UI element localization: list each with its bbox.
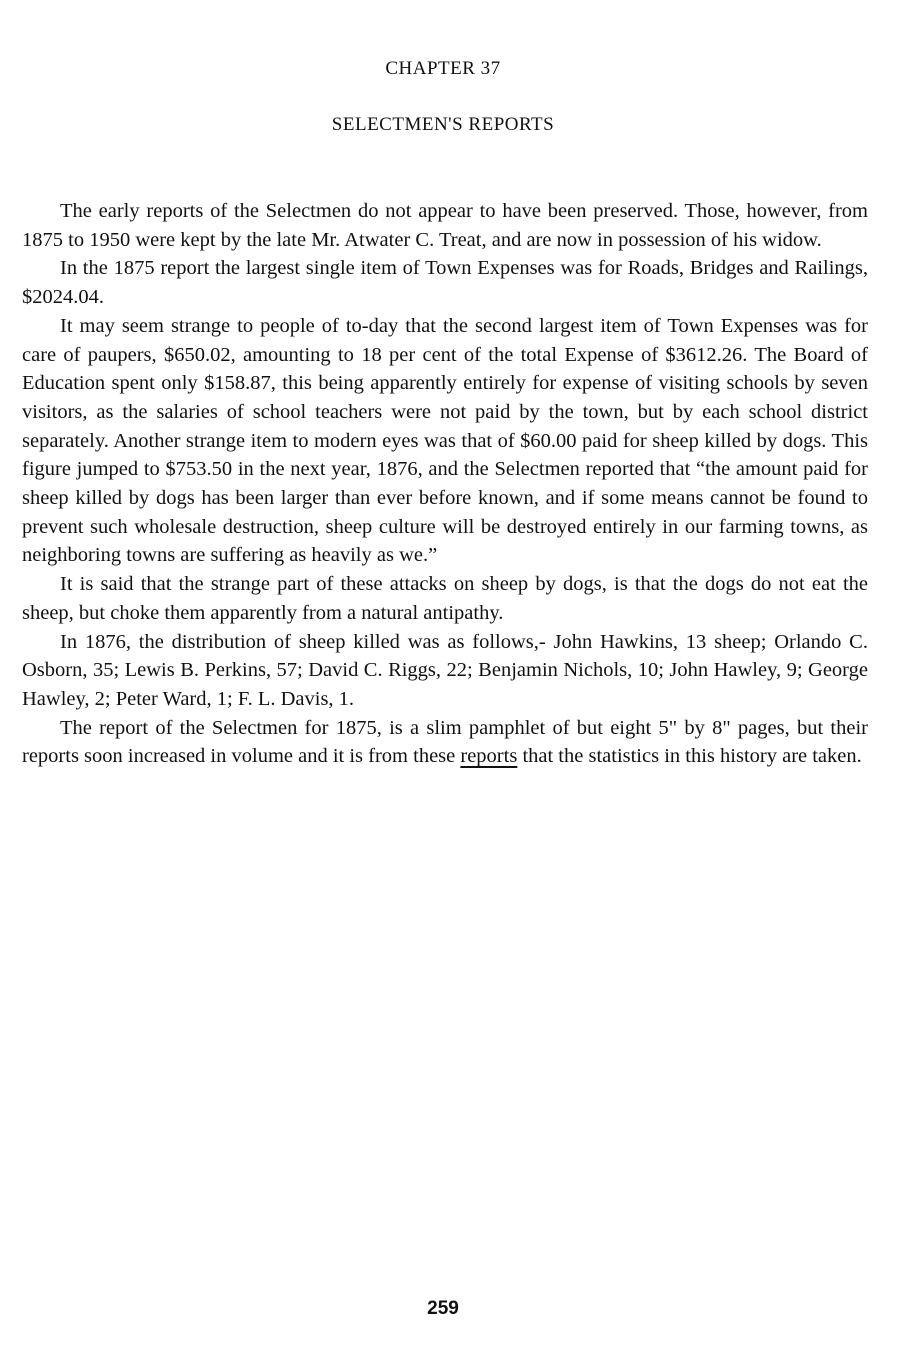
page-number: 259 [427,1298,459,1319]
paragraph-4: It is said that the strange part of these attacks on sheep by dogs, is that the dogs do not eat the sheep, but choke them apparently from a natural antipathy. [22,573,868,624]
paragraph-6-text-after: that the statistics in this history are taken. [517,745,862,768]
chapter-title: SELECTMEN'S REPORTS [331,114,555,135]
underlined-word: reports [460,745,518,768]
paragraph-1: The early reports of the Selectmen do not appear to have been preserved. Those, however, from 1875 to 1950 were kept by the late Mr. Atwater C. Treat, and are now in possession of his widow. [22,200,868,251]
chapter-label: CHAPTER 37 [385,58,501,79]
paragraph-5: In 1876, the distribution of sheep killed was as follows,- John Hawkins, 13 sheep; Orlando C. Osborn, 35; Lewis B. Perkins, 57; David C. Riggs, 22; Benjamin Nichols, 10; John Hawley, 9; George Hawley, 2; Peter Ward, 1; F. L. Davis, 1. [22,630,868,710]
paragraph-6 [22,714,868,771]
paragraph-3: It may seem strange to people of to-day that the second largest item of Town Expenses was for care of paupers, $650.02, amounting to 18 per cent of the total Expense of $3612.26. The Board of Education spent only $158.87, this being apparently entirely for expense of visiting schools by seven visitors, as the salaries of school teachers were not paid by the town, but by each school district separately. Another strange item to modern eyes was that of $60.00 paid for sheep killed by dogs. This figure jumped to $753.50 in the next year, 1876, and the Selectmen reported that “the amount paid for sheep killed by dogs has been larger than ever before known, and if some means cannot be found to prevent such wholesale destruction, sheep culture will be destroyed entirely in our farming towns, as neighboring towns are suffering as heavily as we.” [22,314,868,567]
paragraph-2: In the 1875 report the largest single item of Town Expenses was for Roads, Bridges and Railings, $2024.04. [22,257,868,309]
body-text [22,197,868,771]
paragraph-6-text-before: The report of the Selectmen for 1875, is a slim pamphlet of but eight 5" by 8" pages, but their reports soon increased in volume and it is from these [22,716,868,768]
